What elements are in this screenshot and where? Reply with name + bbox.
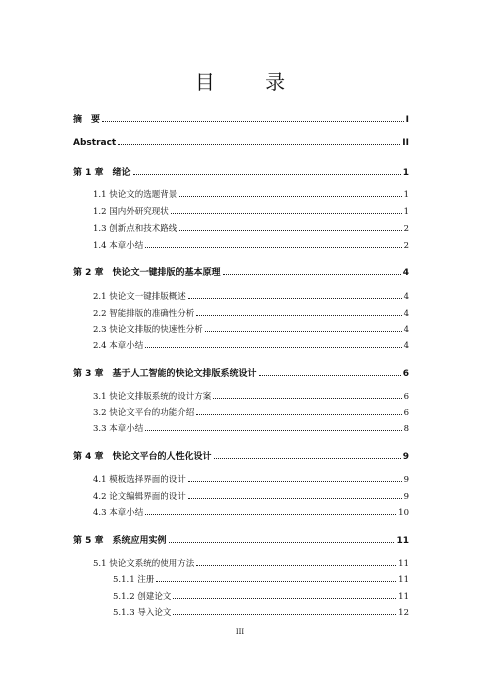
toc-entry-page: 4 bbox=[403, 325, 409, 335]
toc-entry[interactable] bbox=[73, 112, 409, 125]
toc-entry-label: 第 3 章 基于人工智能的快论文排版系统设计 bbox=[73, 369, 257, 379]
toc-entry-page: 6 bbox=[403, 392, 409, 402]
dot-leader bbox=[179, 230, 401, 231]
toc-entry-label: 1.4 本章小结 bbox=[93, 241, 144, 251]
toc-entry-label: Abstract bbox=[73, 138, 117, 148]
toc-entry[interactable] bbox=[73, 533, 409, 546]
toc-entry-page: 4 bbox=[403, 292, 409, 302]
page-number-footer: III bbox=[235, 628, 245, 636]
toc-entry[interactable] bbox=[113, 606, 409, 618]
toc-entry[interactable] bbox=[113, 573, 409, 585]
toc-entry-page: 9 bbox=[402, 452, 409, 462]
dot-leader bbox=[156, 581, 396, 582]
toc-entry-label: 2.4 本章小结 bbox=[93, 341, 144, 351]
toc-entry[interactable] bbox=[93, 239, 409, 251]
toc-entry[interactable] bbox=[93, 290, 409, 302]
dot-leader bbox=[145, 430, 401, 431]
toc-entry[interactable] bbox=[93, 490, 409, 502]
dot-leader bbox=[145, 247, 401, 248]
toc-entry-label: 2.1 快论文一键排版概述 bbox=[93, 292, 186, 302]
dot-leader bbox=[188, 481, 402, 482]
toc-entry-page: 9 bbox=[403, 492, 409, 502]
toc-entry[interactable] bbox=[113, 590, 409, 602]
dot-leader bbox=[223, 274, 401, 275]
toc-entry-label: 第 5 章 系统应用实例 bbox=[73, 536, 167, 546]
toc-entry-page: 6 bbox=[402, 369, 409, 379]
dot-leader bbox=[171, 213, 402, 214]
toc-entry[interactable] bbox=[93, 339, 409, 351]
dot-leader bbox=[145, 347, 401, 348]
toc-entry-label: 4.2 论文编辑界面的设计 bbox=[93, 492, 186, 502]
toc-entry-label: 3.1 快论文排版系统的设计方案 bbox=[93, 392, 212, 402]
toc-entry-page: 6 bbox=[403, 408, 409, 418]
toc-entry-label: 5.1.2 创建论文 bbox=[113, 592, 172, 602]
dot-leader bbox=[259, 375, 401, 376]
toc-entry-label: 5.1.3 导入论文 bbox=[113, 608, 172, 618]
toc-entry-label: 5.1.1 注册 bbox=[113, 575, 155, 585]
toc-entry-label: 1.2 国内外研究现状 bbox=[93, 207, 169, 217]
toc-entry-label: 1.1 快论文的选题背景 bbox=[93, 190, 178, 200]
page-title: 目 录 bbox=[194, 70, 308, 94]
toc-entry-label: 第 1 章 绪论 bbox=[73, 168, 131, 178]
toc-entry[interactable] bbox=[93, 222, 409, 234]
toc-entry-page: 11 bbox=[398, 559, 409, 569]
toc-entry-label: 3.3 本章小结 bbox=[93, 424, 144, 434]
toc-entry-page: 4 bbox=[403, 341, 409, 351]
dot-leader bbox=[196, 565, 396, 566]
toc-entry-page: I bbox=[405, 115, 409, 125]
dot-leader bbox=[179, 196, 401, 197]
dot-leader bbox=[213, 398, 401, 399]
toc-entry-page: 1 bbox=[403, 207, 409, 217]
toc-entry[interactable] bbox=[93, 323, 409, 335]
toc-entry-label: 摘 要 bbox=[73, 115, 101, 125]
toc-entry[interactable] bbox=[73, 138, 409, 148]
toc-entry-label: 5.1 快论文系统的使用方法 bbox=[93, 559, 195, 569]
toc-entry[interactable] bbox=[93, 473, 409, 485]
toc-entry-label: 1.3 创新点和技术路线 bbox=[93, 224, 178, 234]
dot-leader bbox=[118, 144, 400, 145]
toc-entry[interactable] bbox=[93, 205, 409, 217]
dot-leader bbox=[188, 498, 402, 499]
toc-entry-label: 4.1 模板选择界面的设计 bbox=[93, 475, 186, 485]
dot-leader bbox=[196, 315, 401, 316]
toc-entry-page: 10 bbox=[398, 508, 409, 518]
toc-entry-page: 11 bbox=[398, 575, 409, 585]
toc-entry-page: 9 bbox=[403, 475, 409, 485]
toc-entry-page: 4 bbox=[403, 309, 409, 319]
toc-entry[interactable] bbox=[73, 165, 409, 178]
toc-entry-label: 2.3 快论文排版的快速性分析 bbox=[93, 325, 203, 335]
dot-leader bbox=[214, 458, 401, 459]
toc-entry-page: 8 bbox=[403, 424, 409, 434]
toc-entry-page: 1 bbox=[402, 168, 409, 178]
toc-entry[interactable] bbox=[73, 366, 409, 379]
toc-entry-page: 11 bbox=[398, 592, 409, 602]
dot-leader bbox=[173, 614, 396, 615]
toc-entry[interactable] bbox=[93, 422, 409, 434]
dot-leader bbox=[145, 514, 396, 515]
toc-entry-page: 2 bbox=[403, 241, 409, 251]
toc-entry[interactable] bbox=[73, 265, 409, 278]
toc-entry-page: 1 bbox=[403, 190, 409, 200]
toc-entry-label: 第 2 章 快论文一键排版的基本原理 bbox=[73, 268, 221, 278]
toc-entry-page: 12 bbox=[398, 608, 409, 618]
toc-entry-label: 3.2 快论文平台的功能介绍 bbox=[93, 408, 195, 418]
dot-leader bbox=[169, 542, 395, 543]
toc-entry-page: II bbox=[402, 138, 409, 148]
toc-entry-page: 4 bbox=[402, 268, 409, 278]
toc-entry-label: 第 4 章 快论文平台的人性化设计 bbox=[73, 452, 212, 462]
toc-entry[interactable] bbox=[93, 390, 409, 402]
toc-entry[interactable] bbox=[93, 188, 409, 200]
toc-entry[interactable] bbox=[93, 506, 409, 518]
toc-entry[interactable] bbox=[93, 557, 409, 569]
toc-entry[interactable] bbox=[93, 307, 409, 319]
dot-leader bbox=[205, 331, 402, 332]
dot-leader bbox=[196, 414, 401, 415]
toc-entry-page: 11 bbox=[396, 536, 409, 546]
dot-leader bbox=[102, 121, 404, 122]
dot-leader bbox=[133, 174, 401, 175]
dot-leader bbox=[173, 598, 396, 599]
dot-leader bbox=[188, 298, 402, 299]
toc-entry-page: 2 bbox=[403, 224, 409, 234]
toc-entry-label: 2.2 智能排版的准确性分析 bbox=[93, 309, 195, 319]
toc-entry[interactable] bbox=[93, 406, 409, 418]
toc-entry-label: 4.3 本章小结 bbox=[93, 508, 144, 518]
toc-entry[interactable] bbox=[73, 449, 409, 462]
